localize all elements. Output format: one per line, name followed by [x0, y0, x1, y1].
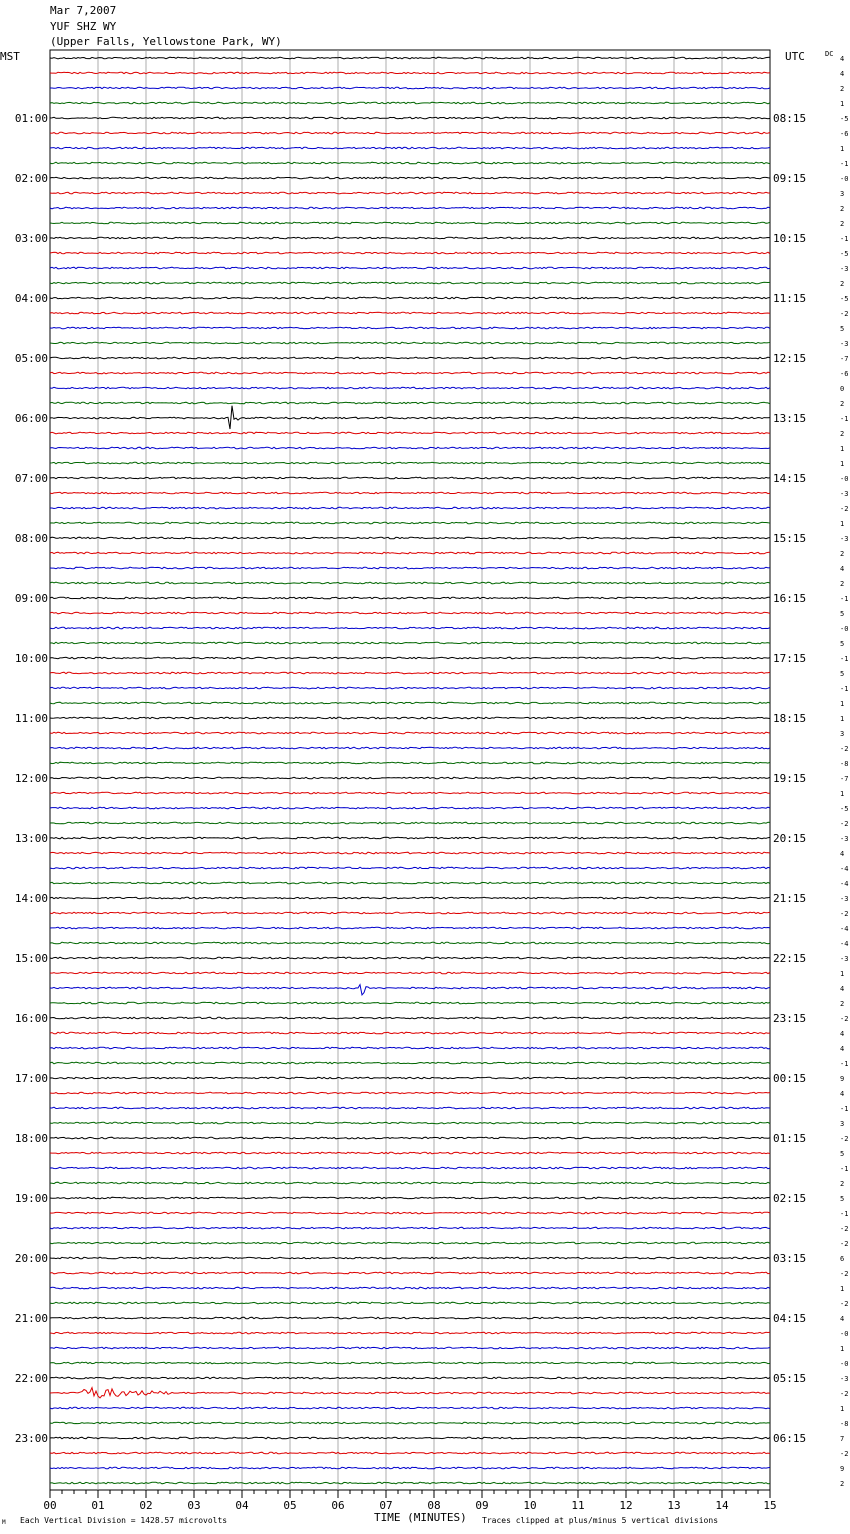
x-tick-label: 13 — [667, 1499, 681, 1512]
dc-offset-label: -5 — [840, 295, 849, 303]
seismic-trace — [50, 882, 770, 884]
right-hour-label: 06:15 — [773, 1432, 807, 1445]
dc-offset-label: 7 — [840, 1435, 845, 1443]
seismic-trace — [50, 342, 770, 344]
dc-offset-label: 3 — [840, 190, 845, 198]
seismic-trace — [50, 162, 770, 164]
seismic-trace — [50, 985, 770, 995]
x-tick-label: 03 — [187, 1499, 201, 1512]
right-hour-label: 22:15 — [773, 952, 807, 965]
left-hour-label: 23:00 — [14, 1432, 48, 1445]
seismic-trace — [50, 222, 770, 224]
dc-offset-label: -2 — [840, 1135, 849, 1143]
dc-offset-label: 5 — [840, 640, 845, 648]
seismic-trace — [50, 717, 770, 719]
seismic-trace — [50, 582, 770, 584]
right-hour-label: 08:15 — [773, 112, 807, 125]
dc-offset-label: -3 — [840, 1375, 849, 1383]
left-hour-label: 03:00 — [14, 232, 48, 245]
seismic-trace — [50, 1047, 770, 1049]
right-hour-label: 03:15 — [773, 1252, 807, 1265]
dc-offset-label: -2 — [840, 1390, 849, 1398]
dc-offset-label: -0 — [840, 175, 849, 183]
dc-offset-label: -6 — [840, 370, 849, 378]
seismic-trace — [50, 1017, 770, 1019]
dc-offset-label: 2 — [840, 205, 845, 213]
seismic-trace — [50, 87, 770, 89]
seismic-trace — [50, 807, 770, 809]
dc-offset-label: -4 — [840, 865, 849, 873]
seismic-trace — [50, 406, 770, 429]
dc-label: DC — [825, 50, 834, 58]
seismic-trace — [50, 522, 770, 524]
dc-offset-label: -1 — [840, 235, 849, 243]
seismic-trace — [50, 57, 770, 59]
dc-offset-label: 5 — [840, 1150, 845, 1158]
dc-offset-label: 1 — [840, 700, 845, 708]
seismic-trace — [50, 147, 770, 149]
right-hour-label: 02:15 — [773, 1192, 807, 1205]
dc-offset-label: -2 — [840, 1270, 849, 1278]
dc-offset-label: 5 — [840, 1195, 845, 1203]
dc-offset-label: -3 — [840, 265, 849, 273]
seismic-trace — [50, 762, 770, 764]
dc-offset-label: -5 — [840, 250, 849, 258]
seismic-trace — [50, 897, 770, 899]
dc-offset-label: -3 — [840, 955, 849, 963]
dc-offset-label: -2 — [840, 310, 849, 318]
seismic-trace — [50, 597, 770, 599]
dc-offset-label: -8 — [840, 1420, 849, 1428]
x-tick-label: 04 — [235, 1499, 249, 1512]
seismic-trace — [50, 627, 770, 629]
dc-offset-label: 2 — [840, 1480, 845, 1488]
seismic-trace — [50, 432, 770, 434]
x-tick-label: 00 — [43, 1499, 57, 1512]
dc-offset-label: -3 — [840, 340, 849, 348]
dc-offset-label: -5 — [840, 805, 849, 813]
seismic-trace — [50, 1452, 770, 1454]
seismic-trace — [50, 1332, 770, 1334]
dc-offset-label: -1 — [840, 655, 849, 663]
left-hour-label: 12:00 — [14, 772, 48, 785]
dc-offset-label: -7 — [840, 775, 849, 783]
dc-offset-label: 1 — [840, 445, 845, 453]
dc-offset-label: 1 — [840, 460, 845, 468]
dc-offset-label: 1 — [840, 1285, 845, 1293]
seismic-trace — [50, 492, 770, 494]
right-hour-label: 11:15 — [773, 292, 807, 305]
dc-offset-label: 0 — [840, 385, 845, 393]
seismic-trace — [50, 1167, 770, 1169]
seismic-trace — [50, 282, 770, 284]
left-hour-label: 14:00 — [14, 892, 48, 905]
clip-note: Traces clipped at plus/minus 5 vertical divisions — [482, 1516, 719, 1525]
x-tick-label: 07 — [379, 1499, 393, 1512]
seismic-trace — [50, 327, 770, 329]
right-hour-label: 10:15 — [773, 232, 807, 245]
right-hour-label: 19:15 — [773, 772, 807, 785]
dc-offset-label: 2 — [840, 430, 845, 438]
seismic-trace — [50, 1388, 770, 1398]
dc-offset-label: 3 — [840, 1120, 845, 1128]
seismic-trace — [50, 477, 770, 479]
dc-offset-label: 5 — [840, 610, 845, 618]
right-hour-label: 12:15 — [773, 352, 807, 365]
dc-offset-label: 4 — [840, 70, 845, 78]
dc-offset-label: -2 — [840, 820, 849, 828]
right-hour-label: 14:15 — [773, 472, 807, 485]
dc-offset-label: 4 — [840, 1045, 845, 1053]
dc-offset-label: 2 — [840, 85, 845, 93]
dc-offset-label: 1 — [840, 145, 845, 153]
seismic-trace — [50, 1422, 770, 1424]
seismic-trace — [50, 567, 770, 569]
seismic-trace — [50, 132, 770, 134]
left-hour-label: 16:00 — [14, 1012, 48, 1025]
right-hour-label: 05:15 — [773, 1372, 807, 1385]
dc-offset-label: 2 — [840, 1180, 845, 1188]
seismic-trace — [50, 1137, 770, 1139]
dc-offset-label: -2 — [840, 1450, 849, 1458]
seismic-trace — [50, 1437, 770, 1439]
x-tick-label: 12 — [619, 1499, 633, 1512]
seismic-trace — [50, 1362, 770, 1364]
dc-offset-label: -2 — [840, 910, 849, 918]
x-tick-label: 01 — [91, 1499, 105, 1512]
seismic-trace — [50, 822, 770, 824]
dc-offset-label: -4 — [840, 880, 849, 888]
seismic-trace — [50, 267, 770, 269]
seismic-trace — [50, 72, 770, 74]
left-hour-label: 22:00 — [14, 1372, 48, 1385]
dc-offset-label: -2 — [840, 1300, 849, 1308]
seismic-trace — [50, 462, 770, 464]
dc-offset-label: 4 — [840, 850, 845, 858]
left-hour-label: 06:00 — [14, 412, 48, 425]
seismic-trace — [50, 747, 770, 749]
left-hour-label: 09:00 — [14, 592, 48, 605]
right-hour-label: 00:15 — [773, 1072, 807, 1085]
dc-offset-label: 4 — [840, 1315, 845, 1323]
seismic-trace — [50, 642, 770, 644]
dc-offset-label: -2 — [840, 1225, 849, 1233]
dc-offset-label: -1 — [840, 1060, 849, 1068]
dc-offset-label: 2 — [840, 220, 845, 228]
seismic-trace — [50, 1107, 770, 1109]
header-station: YUF SHZ WY — [50, 20, 117, 33]
seismic-trace — [50, 207, 770, 209]
x-tick-label: 05 — [283, 1499, 297, 1512]
seismic-trace — [50, 732, 770, 734]
seismic-trace — [50, 777, 770, 779]
left-hour-label: 07:00 — [14, 472, 48, 485]
dc-offset-label: -6 — [840, 130, 849, 138]
seismic-trace — [50, 687, 770, 689]
dc-offset-label: 1 — [840, 1345, 845, 1353]
seismic-trace — [50, 912, 770, 914]
right-hour-label: 09:15 — [773, 172, 807, 185]
seismic-trace — [50, 1227, 770, 1229]
seismic-trace — [50, 177, 770, 179]
dc-offset-label: -1 — [840, 415, 849, 423]
seismic-trace — [50, 1032, 770, 1034]
seismic-trace — [50, 1317, 770, 1319]
dc-offset-label: -4 — [840, 925, 849, 933]
seismic-trace — [50, 372, 770, 374]
dc-offset-label: 1 — [840, 100, 845, 108]
seismic-trace — [50, 1152, 770, 1154]
seismic-trace — [50, 1302, 770, 1304]
seismic-trace — [50, 237, 770, 239]
seismic-trace — [50, 1197, 770, 1199]
plot-frame — [50, 50, 770, 1490]
x-axis-title: TIME (MINUTES) — [374, 1511, 467, 1524]
dc-offset-label: 4 — [840, 1090, 845, 1098]
seismic-trace — [50, 927, 770, 929]
dc-offset-label: 4 — [840, 565, 845, 573]
right-hour-label: 04:15 — [773, 1312, 807, 1325]
right-hour-label: 01:15 — [773, 1132, 807, 1145]
seismic-trace — [50, 792, 770, 794]
seismic-trace — [50, 1062, 770, 1064]
seismic-trace — [50, 837, 770, 839]
dc-offset-label: -2 — [840, 1015, 849, 1023]
dc-offset-label: -3 — [840, 835, 849, 843]
dc-offset-label: 3 — [840, 730, 845, 738]
seismic-trace — [50, 1407, 770, 1409]
seismic-trace — [50, 672, 770, 674]
dc-offset-label: 1 — [840, 970, 845, 978]
seismic-trace — [50, 447, 770, 449]
scale-note: Each Vertical Division = 1428.57 microvolts — [20, 1516, 228, 1525]
seismic-trace — [50, 972, 770, 974]
right-timezone-label: UTC — [785, 50, 805, 63]
corner-mark: M — [2, 1519, 6, 1526]
dc-offset-label: 9 — [840, 1075, 845, 1083]
seismic-trace — [50, 1347, 770, 1349]
seismic-trace — [50, 1077, 770, 1079]
dc-offset-label: 2 — [840, 550, 845, 558]
seismic-trace — [50, 117, 770, 119]
right-hour-label: 20:15 — [773, 832, 807, 845]
x-tick-label: 08 — [427, 1499, 441, 1512]
dc-offset-label: -8 — [840, 760, 849, 768]
left-hour-label: 05:00 — [14, 352, 48, 365]
seismic-trace — [50, 852, 770, 854]
left-hour-label: 01:00 — [14, 112, 48, 125]
seismic-trace — [50, 612, 770, 614]
dc-offset-label: -2 — [840, 1240, 849, 1248]
seismic-trace — [50, 1377, 770, 1379]
dc-offset-label: -4 — [840, 940, 849, 948]
dc-offset-label: -3 — [840, 490, 849, 498]
right-hour-label: 17:15 — [773, 652, 807, 665]
seismic-trace — [50, 1482, 770, 1484]
dc-offset-label: 1 — [840, 520, 845, 528]
left-hour-label: 13:00 — [14, 832, 48, 845]
seismic-trace — [50, 102, 770, 104]
seismic-trace — [50, 1182, 770, 1184]
right-hour-label: 16:15 — [773, 592, 807, 605]
left-hour-label: 17:00 — [14, 1072, 48, 1085]
seismic-trace — [50, 1002, 770, 1004]
dc-offset-label: -0 — [840, 1360, 849, 1368]
right-hour-label: 13:15 — [773, 412, 807, 425]
seismic-trace — [50, 942, 770, 944]
dc-offset-label: 5 — [840, 670, 845, 678]
x-tick-label: 10 — [523, 1499, 537, 1512]
seismic-trace — [50, 657, 770, 659]
seismic-trace — [50, 1212, 770, 1214]
dc-offset-label: 9 — [840, 1465, 845, 1473]
seismic-trace — [50, 297, 770, 299]
seismic-trace — [50, 192, 770, 194]
dc-offset-label: -1 — [840, 1210, 849, 1218]
dc-offset-label: 6 — [840, 1255, 845, 1263]
x-tick-label: 11 — [571, 1499, 585, 1512]
right-hour-label: 21:15 — [773, 892, 807, 905]
dc-offset-label: -3 — [840, 535, 849, 543]
dc-offset-label: 4 — [840, 55, 845, 63]
right-hour-label: 15:15 — [773, 532, 807, 545]
seismic-trace — [50, 537, 770, 539]
seismic-trace — [50, 1092, 770, 1094]
seismic-trace — [50, 957, 770, 959]
left-hour-label: 15:00 — [14, 952, 48, 965]
x-tick-label: 14 — [715, 1499, 729, 1512]
dc-offset-label: -1 — [840, 685, 849, 693]
header-date: Mar 7,2007 — [50, 4, 117, 17]
dc-offset-label: 1 — [840, 715, 845, 723]
dc-offset-label: -1 — [840, 1165, 849, 1173]
seismic-trace — [50, 357, 770, 359]
x-tick-label: 02 — [139, 1499, 153, 1512]
seismic-trace — [50, 402, 770, 404]
dc-offset-label: 4 — [840, 1030, 845, 1038]
dc-offset-label: -7 — [840, 355, 849, 363]
dc-offset-label: -1 — [840, 595, 849, 603]
seismic-trace — [50, 867, 770, 869]
left-hour-label: 18:00 — [14, 1132, 48, 1145]
seismic-trace — [50, 1272, 770, 1274]
x-tick-label: 09 — [475, 1499, 489, 1512]
seismic-trace — [50, 387, 770, 389]
dc-offset-label: -0 — [840, 475, 849, 483]
left-hour-label: 10:00 — [14, 652, 48, 665]
dc-offset-label: -1 — [840, 1105, 849, 1113]
left-timezone-label: MST — [0, 50, 20, 63]
seismic-trace — [50, 1287, 770, 1289]
right-hour-label: 18:15 — [773, 712, 807, 725]
dc-offset-label: -5 — [840, 115, 849, 123]
dc-offset-label: -2 — [840, 505, 849, 513]
left-hour-label: 04:00 — [14, 292, 48, 305]
dc-offset-label: -2 — [840, 745, 849, 753]
seismic-trace — [50, 1257, 770, 1259]
seismic-trace — [50, 552, 770, 554]
left-hour-label: 19:00 — [14, 1192, 48, 1205]
dc-offset-label: 1 — [840, 1405, 845, 1413]
seismic-trace — [50, 252, 770, 254]
left-hour-label: 08:00 — [14, 532, 48, 545]
left-hour-label: 20:00 — [14, 1252, 48, 1265]
dc-offset-label: 5 — [840, 325, 845, 333]
dc-offset-label: -0 — [840, 1330, 849, 1338]
dc-offset-label: -3 — [840, 895, 849, 903]
dc-offset-label: 1 — [840, 790, 845, 798]
right-hour-label: 23:15 — [773, 1012, 807, 1025]
left-hour-label: 11:00 — [14, 712, 48, 725]
dc-offset-label: 2 — [840, 400, 845, 408]
left-hour-label: 02:00 — [14, 172, 48, 185]
dc-offset-label: 4 — [840, 985, 845, 993]
seismic-trace — [50, 507, 770, 509]
seismic-trace — [50, 312, 770, 314]
seismic-trace — [50, 1467, 770, 1469]
dc-offset-label: 2 — [840, 1000, 845, 1008]
dc-offset-label: 2 — [840, 280, 845, 288]
x-tick-label: 15 — [763, 1499, 777, 1512]
dc-offset-label: 2 — [840, 580, 845, 588]
dc-offset-label: -1 — [840, 160, 849, 168]
header-location: (Upper Falls, Yellowstone Park, WY) — [50, 35, 282, 48]
seismic-trace — [50, 1122, 770, 1124]
seismic-trace — [50, 702, 770, 704]
left-hour-label: 21:00 — [14, 1312, 48, 1325]
x-tick-label: 06 — [331, 1499, 345, 1512]
dc-offset-label: -0 — [840, 625, 849, 633]
seismic-trace — [50, 1242, 770, 1244]
